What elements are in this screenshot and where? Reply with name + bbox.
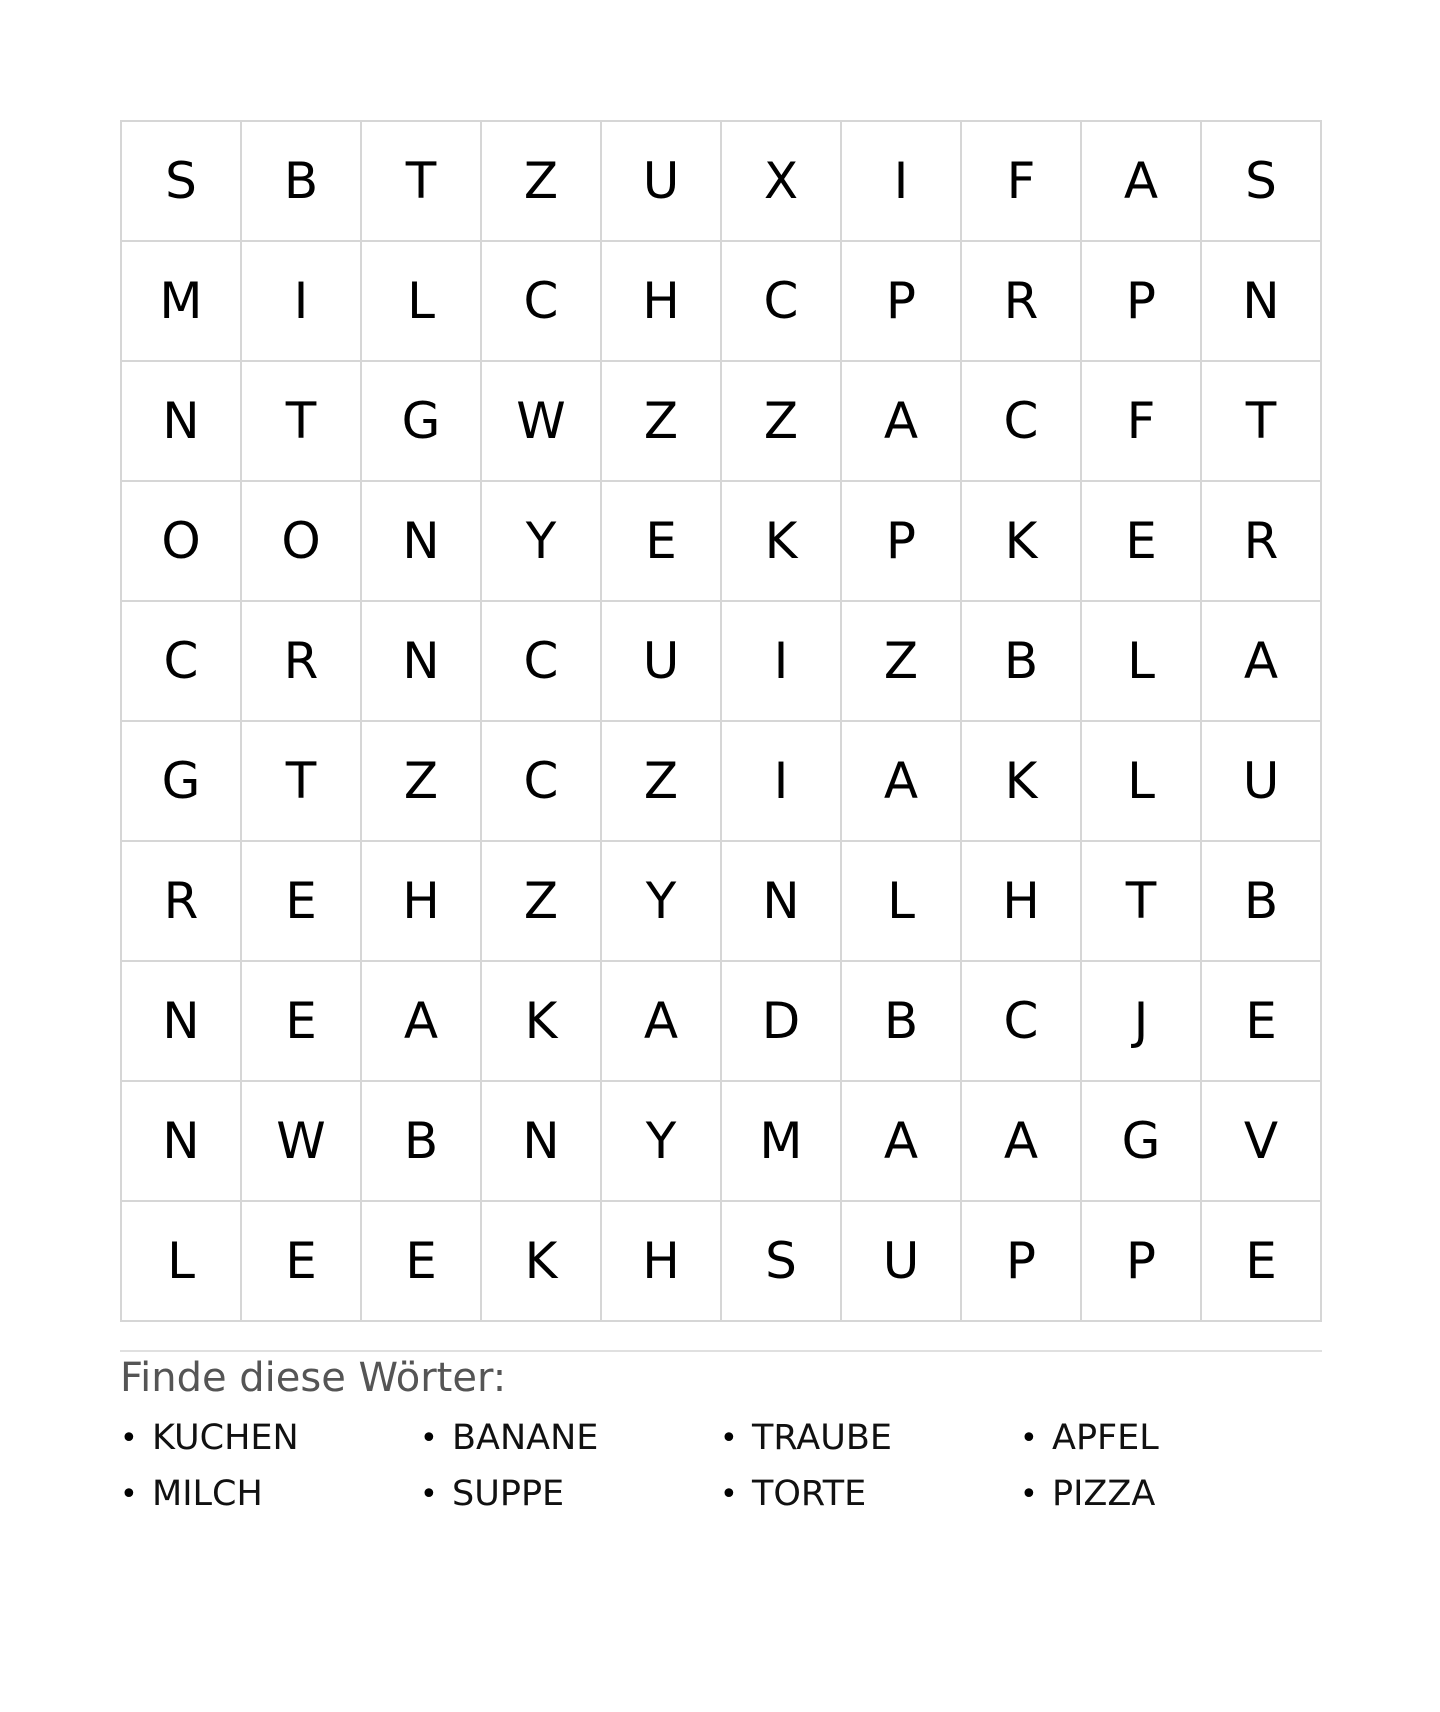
word-label: BANANE [452,1418,599,1458]
grid-cell[interactable]: R [122,842,242,962]
grid-cell[interactable]: Y [602,842,722,962]
word-list-item [720,1410,1020,1466]
grid-cell[interactable]: Z [482,842,602,962]
grid-cell[interactable]: E [362,1202,482,1322]
bullet-icon: • [420,1420,438,1456]
grid-cell[interactable]: E [1202,962,1322,1082]
grid-cell[interactable]: H [362,842,482,962]
grid-cell[interactable]: C [122,602,242,722]
word-label: TRAUBE [752,1418,892,1458]
grid-cell[interactable]: B [362,1082,482,1202]
grid-cell[interactable]: N [362,602,482,722]
grid-cell[interactable]: H [962,842,1082,962]
grid-cell[interactable]: P [1082,1202,1202,1322]
grid-cell[interactable]: U [602,602,722,722]
grid-cell[interactable]: Z [842,602,962,722]
grid-cell[interactable]: C [482,722,602,842]
grid-cell[interactable]: G [122,722,242,842]
grid-cell[interactable]: C [482,242,602,362]
grid-cell[interactable]: N [482,1082,602,1202]
grid-cell[interactable]: T [242,362,362,482]
grid-cell[interactable]: A [362,962,482,1082]
word-list-heading: Finde diese Wörter: [120,1355,507,1401]
grid-cell[interactable]: O [242,482,362,602]
grid-cell[interactable]: U [602,122,722,242]
grid-cell[interactable]: B [1202,842,1322,962]
grid-cell[interactable]: O [122,482,242,602]
grid-cell[interactable]: Y [602,1082,722,1202]
grid-cell[interactable]: N [122,962,242,1082]
grid-cell[interactable]: K [482,1202,602,1322]
grid-cell[interactable]: E [1202,1202,1322,1322]
grid-cell[interactable]: A [842,722,962,842]
grid-cell[interactable]: R [1202,482,1322,602]
grid-cell[interactable]: D [722,962,842,1082]
grid-cell[interactable]: C [962,362,1082,482]
bullet-icon: • [720,1476,738,1512]
grid-cell[interactable]: Z [602,722,722,842]
grid-cell[interactable]: A [1082,122,1202,242]
word-list-item [720,1466,1020,1522]
grid-cell[interactable]: K [962,722,1082,842]
grid-cell[interactable]: A [602,962,722,1082]
grid-cell[interactable]: T [242,722,362,842]
grid-cell[interactable]: L [362,242,482,362]
grid-cell[interactable]: I [242,242,362,362]
grid-cell[interactable]: A [842,1082,962,1202]
grid-cell[interactable]: T [1082,842,1202,962]
grid-cell[interactable]: H [602,242,722,362]
grid-cell[interactable]: N [122,362,242,482]
grid-cell[interactable]: J [1082,962,1202,1082]
word-list [120,1410,1322,1522]
grid-cell[interactable]: W [482,362,602,482]
grid-cell[interactable]: F [962,122,1082,242]
grid-cell[interactable]: T [1202,362,1322,482]
word-label: MILCH [152,1474,263,1514]
word-label: KUCHEN [152,1418,299,1458]
grid-cell[interactable]: S [1202,122,1322,242]
grid-cell[interactable]: E [1082,482,1202,602]
bullet-icon: • [720,1420,738,1456]
bullet-icon: • [120,1420,138,1456]
grid-cell[interactable]: L [842,842,962,962]
word-label: APFEL [1052,1418,1159,1458]
word-list-item [420,1410,720,1466]
grid-cell[interactable]: L [1082,722,1202,842]
grid-cell[interactable]: E [242,842,362,962]
grid-cell[interactable]: R [242,602,362,722]
word-list-item [1020,1410,1320,1466]
grid-cell[interactable]: P [962,1202,1082,1322]
grid-cell[interactable]: C [962,962,1082,1082]
grid-cell[interactable]: E [242,962,362,1082]
word-list-item [120,1466,420,1522]
grid-cell[interactable]: C [482,602,602,722]
grid-cell[interactable]: F [1082,362,1202,482]
grid-cell[interactable]: B [242,122,362,242]
grid-cell[interactable]: S [122,122,242,242]
bullet-icon: • [420,1476,438,1512]
grid-cell[interactable]: G [1082,1082,1202,1202]
grid-cell[interactable]: P [842,242,962,362]
grid-cell[interactable]: K [722,482,842,602]
word-label: SUPPE [452,1474,565,1514]
grid-cell[interactable]: U [1202,722,1322,842]
word-search-grid [120,120,1322,1322]
grid-cell[interactable]: H [602,1202,722,1322]
grid-cell[interactable]: K [482,962,602,1082]
grid-cell[interactable]: L [1082,602,1202,722]
grid-cell[interactable]: I [842,122,962,242]
grid-cell[interactable]: M [122,242,242,362]
grid-cell[interactable]: P [1082,242,1202,362]
grid-cell[interactable]: E [242,1202,362,1322]
grid-cell[interactable]: V [1202,1082,1322,1202]
word-list-item [420,1466,720,1522]
grid-cell[interactable]: K [962,482,1082,602]
grid-cell[interactable]: I [722,602,842,722]
word-list-item [1020,1466,1320,1522]
grid-cell[interactable]: P [842,482,962,602]
grid-cell[interactable]: N [362,482,482,602]
grid-cell[interactable]: W [242,1082,362,1202]
grid-cell[interactable]: I [722,722,842,842]
grid-cell[interactable]: C [722,242,842,362]
grid-cell[interactable]: B [842,962,962,1082]
grid-cell[interactable]: R [962,242,1082,362]
word-label: TORTE [752,1474,867,1514]
grid-cell[interactable]: N [722,842,842,962]
grid-cell[interactable]: A [1202,602,1322,722]
grid-cell[interactable]: Y [482,482,602,602]
grid-cell[interactable]: Z [362,722,482,842]
word-list-item [120,1410,420,1466]
grid-cell[interactable]: T [362,122,482,242]
grid-cell[interactable]: N [122,1082,242,1202]
grid-cell[interactable]: L [122,1202,242,1322]
grid-cell[interactable]: U [842,1202,962,1322]
grid-cell[interactable]: Z [602,362,722,482]
grid-cell[interactable]: N [1202,242,1322,362]
grid-cell[interactable]: E [602,482,722,602]
grid-cell[interactable]: M [722,1082,842,1202]
grid-cell[interactable]: B [962,602,1082,722]
grid-cell[interactable]: G [362,362,482,482]
bullet-icon: • [1020,1420,1038,1456]
grid-cell[interactable]: A [842,362,962,482]
bullet-icon: • [120,1476,138,1512]
grid-cell[interactable]: Z [722,362,842,482]
word-label: PIZZA [1052,1474,1156,1514]
grid-cell[interactable]: X [722,122,842,242]
grid-cell[interactable]: S [722,1202,842,1322]
bullet-icon: • [1020,1476,1038,1512]
grid-cell[interactable]: Z [482,122,602,242]
grid-cell[interactable]: A [962,1082,1082,1202]
